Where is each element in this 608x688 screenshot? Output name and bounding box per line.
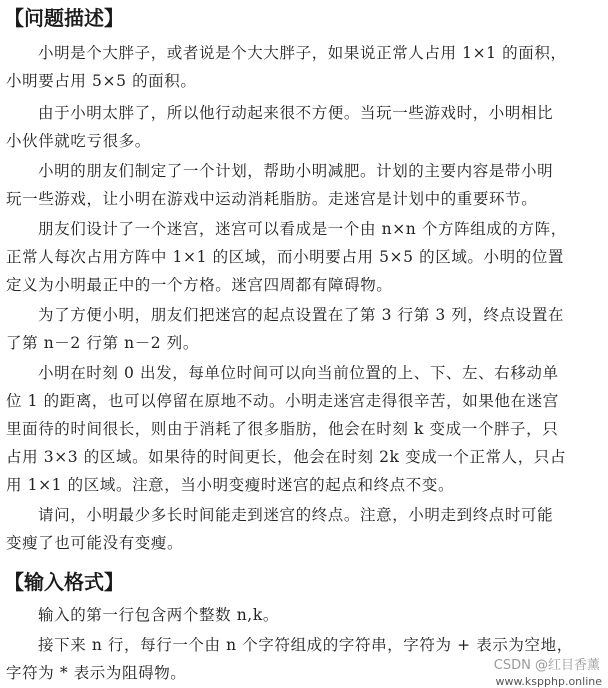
paragraph-line: 占用 3×3 的区域。如果待的时间更长，他会在时刻 2k 变成一个正常人，只占	[6, 448, 567, 466]
paragraph-line: 字符为 * 表示为阻碍物。	[6, 664, 187, 682]
paragraph-line: 小明是个大胖子，或者说是个大大胖子，如果说正常人占用 1×1 的面积，	[38, 44, 567, 62]
input-format-heading: 【输入格式】	[4, 570, 124, 594]
paragraph-line: 小明的朋友们制定了一个计划，帮助小明减肥。计划的主要内容是带小明	[38, 162, 554, 180]
problem-heading: 【问题描述】	[4, 6, 124, 30]
paragraph-line: 输入的第一行包含两个整数 n,k。	[38, 606, 279, 624]
paragraph-line: 位 1 的距离，也可以停留在原地不动。小明走迷宫走得很辛苦，如果他在迷宫	[6, 392, 559, 410]
site-watermark: www.kspphp.online	[495, 675, 602, 688]
paragraph-line: 小伙伴就吃亏很多。	[6, 132, 151, 150]
paragraph-line: 小明要占用 5×5 的面积。	[6, 72, 197, 90]
paragraph-line: 变瘦了也可能没有变瘦。	[6, 534, 184, 552]
paragraph-line: 接下来 n 行，每行一个由 n 个字符组成的字符串，字符为 + 表示为空地，	[38, 636, 573, 654]
paragraph-line: 定义为小明最正中的一个方格。迷宫四周都有障碍物。	[6, 276, 393, 294]
paragraph-line: 玩一些游戏，让小明在游戏中运动消耗脂肪。走迷宫是计划中的重要环节。	[6, 190, 538, 208]
paragraph-line: 请问，小明最少多长时间能走到迷宫的终点。注意，小明走到终点时可能	[38, 506, 554, 524]
paragraph-line: 正常人每次占用方阵中 1×1 的区域，而小明要占用 5×5 的区域。小明的位置	[6, 248, 565, 266]
paragraph-line: 里面待的时间很长，则由于消耗了很多脂肪，他会在时刻 k 变成一个胖子，只	[6, 420, 559, 438]
paragraph-line: 小明在时刻 0 出发，每单位时间可以向当前位置的上、下、左、右移动单	[38, 364, 559, 382]
paragraph-line: 为了方便小明，朋友们把迷宫的起点设置在了第 3 行第 3 列，终点设置在	[38, 306, 565, 324]
paragraph-line: 朋友们设计了一个迷宫，迷宫可以看成是一个由 n×n 个方阵组成的方阵，	[38, 220, 567, 238]
paragraph-line: 用 1×1 的区域。注意，当小明变瘦时迷宫的起点和终点不变。	[6, 476, 455, 494]
paragraph-line: 由于小明太胖了，所以他行动起来很不方便。当玩一些游戏时，小明相比	[38, 104, 554, 122]
paragraph-line: 了第 n－2 行第 n－2 列。	[6, 334, 199, 352]
csdn-watermark: CSDN @红目香薰	[493, 658, 600, 673]
